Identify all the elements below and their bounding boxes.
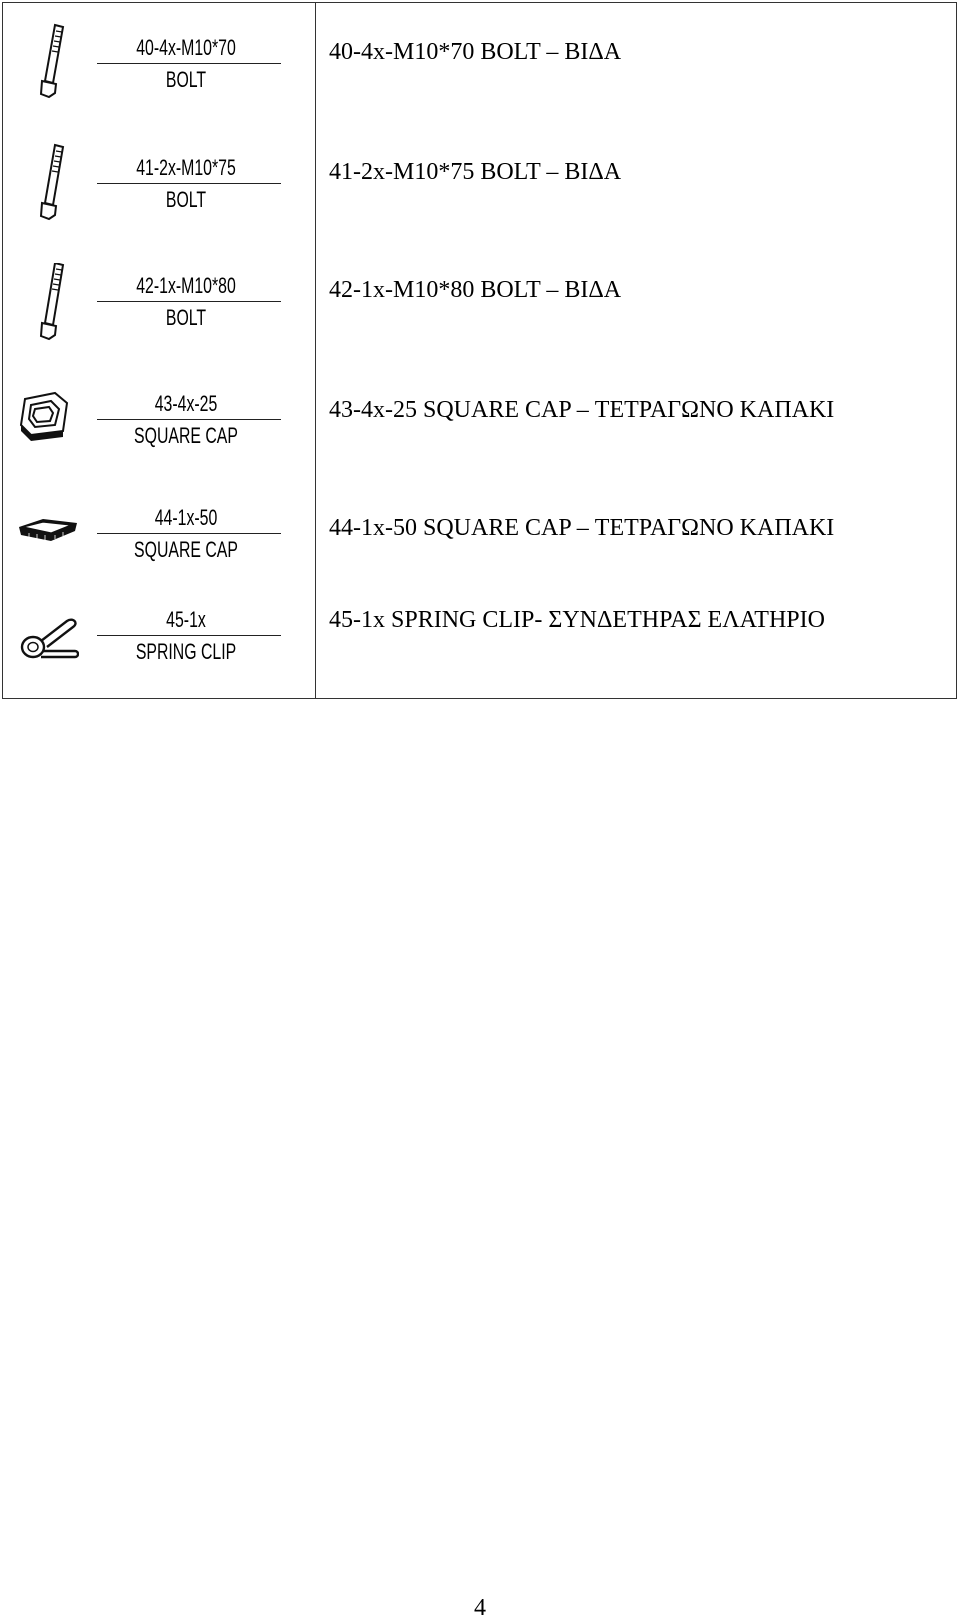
- part-row: [3, 475, 956, 593]
- part-drawing-label: [91, 35, 281, 115]
- part-description: 42-1x-M10*80 BOLT – ΒΙΔΑ: [329, 277, 622, 303]
- label-code: 43-4x-25: [154, 391, 218, 416]
- parts-table: [2, 2, 957, 699]
- label-code: 41-2x-M10*75: [136, 155, 236, 180]
- part-drawing-label: [91, 273, 281, 353]
- label-name: BOLT: [165, 67, 207, 92]
- part-description: 40-4x-M10*70 BOLT – ΒΙΔΑ: [329, 39, 622, 65]
- part-drawing-label: [91, 391, 281, 471]
- part-row: [3, 357, 956, 475]
- label-name: SPRING CLIP: [135, 639, 237, 664]
- part-description: 45-1x SPRING CLIP- ΣΥΝΔΕΤΗΡΑΣ ΕΛΑΤΗΡΙΟ: [329, 607, 825, 633]
- part-drawing-label: [91, 607, 281, 687]
- square-cap-icon: [17, 381, 79, 461]
- label-rule: [97, 533, 281, 534]
- bolt-icon: [17, 21, 79, 101]
- label-name: SQUARE CAP: [134, 423, 238, 448]
- part-row: [3, 593, 956, 711]
- part-description: 43-4x-25 SQUARE CAP – ΤΕΤΡΑΓΩΝΟ ΚΑΠΑΚΙ: [329, 397, 835, 423]
- part-description: 41-2x-M10*75 BOLT – ΒΙΔΑ: [329, 159, 622, 185]
- flat-cap-icon: [17, 497, 79, 577]
- label-name: SQUARE CAP: [134, 537, 238, 562]
- bolt-icon: [17, 263, 79, 343]
- page-number: 4: [474, 1595, 486, 1621]
- spring-clip-icon: [17, 599, 79, 679]
- label-rule: [97, 301, 281, 302]
- label-rule: [97, 635, 281, 636]
- part-row: [3, 239, 956, 357]
- label-code: 40-4x-M10*70: [136, 35, 236, 60]
- part-drawing-label: [91, 155, 281, 235]
- label-name: BOLT: [165, 305, 207, 330]
- part-description: 44-1x-50 SQUARE CAP – ΤΕΤΡΑΓΩΝΟ ΚΑΠΑΚΙ: [329, 515, 835, 541]
- label-name: BOLT: [165, 187, 207, 212]
- label-code: 42-1x-M10*80: [136, 273, 236, 298]
- part-drawing-label: [91, 505, 281, 585]
- label-code: 44-1x-50: [154, 505, 218, 530]
- part-row: [3, 121, 956, 239]
- label-rule: [97, 63, 281, 64]
- label-rule: [97, 419, 281, 420]
- label-rule: [97, 183, 281, 184]
- label-code: 45-1x: [166, 607, 206, 632]
- part-row: [3, 3, 956, 121]
- bolt-icon: [17, 143, 79, 223]
